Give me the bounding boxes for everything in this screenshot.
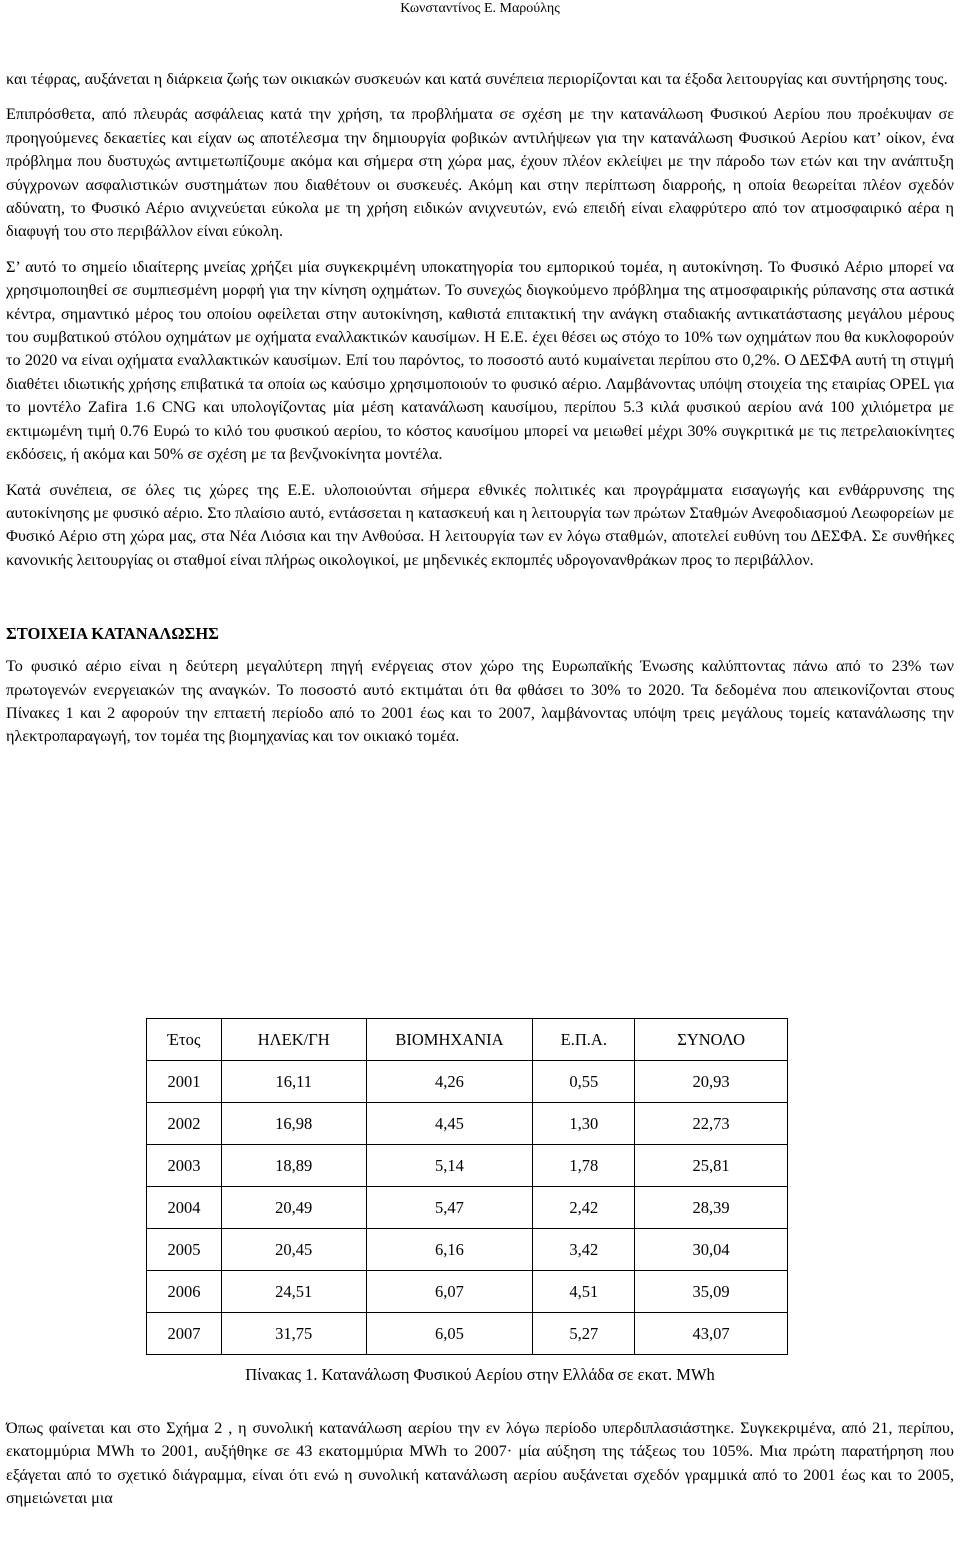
- table-caption: Πίνακας 1. Κατανάλωση Φυσικού Αερίου στην Ελλάδα σε εκατ. MWh: [245, 1365, 715, 1384]
- closing-section: [6, 1417, 954, 1511]
- cell-industry: 6,05: [366, 1313, 533, 1355]
- paragraph-1: και τέφρας, αυξάνεται η διάρκεια ζωής των οικιακών συσκευών και κατά συνέπεια περιορίζονται και τα έξοδα λειτουργίας και συντήρησης τους.: [6, 70, 948, 88]
- cell-year: 2003: [147, 1145, 222, 1187]
- table-row: [147, 1061, 788, 1103]
- closing-paragraph: Όπως φαίνεται και στο Σχήμα 2 , η συνολική κατανάλωση αερίου την εν λόγω περίοδο υπερδιπλασιάστηκε. Συγκεκριμένα, από 21, περίπου, εκατομμύρια MWh το 2001, αυξήθηκε σε 43 εκατομμύρια MWh το 2007· μία αύξηση της τάξεως του 105%. Μια πρώτη παρατήρηση που εξάγεται από το σχετικό διάγραμμα, είναι ότι ενώ η συνολική κατανάλωση αερίου αυξάνεται σχεδόν γραμμικά από το 2001 έως και το 2005, σημειώνεται μια: [6, 1419, 954, 1508]
- cell-industry: 5,14: [366, 1145, 533, 1187]
- cell-electricity: 18,89: [221, 1145, 366, 1187]
- cell-electricity: 16,98: [221, 1103, 366, 1145]
- cell-epa: 0,55: [533, 1061, 635, 1103]
- cell-total: 30,04: [635, 1229, 788, 1271]
- cell-total: 35,09: [635, 1271, 788, 1313]
- cell-epa: 1,78: [533, 1145, 635, 1187]
- cell-epa: 4,51: [533, 1271, 635, 1313]
- table-row: [147, 1313, 788, 1355]
- cell-electricity: 24,51: [221, 1271, 366, 1313]
- section-paragraph: Το φυσικό αέριο είναι η δεύτερη μεγαλύτερη πηγή ενέργειας στον χώρο της Ευρωπαϊκής Ένωσης καλύπτοντας πάνω από το 23% των πρωτογενών ενεργειακών της αναγκών. Το ποσοστό αυτό εκτιμάται ότι θα φθάσει το 30% το 2020. Τα δεδομένα που απεικονίζονται στους Πίνακες 1 και 2 αφορούν την επταετή περίοδο από το 2001 έως και το 2007, λαμβάνοντας υπόψη τρεις μεγάλους τομείς κατανάλωσης την ηλεκτροπαραγωγή, τον τομέα της βιομηχανίας και τον οικιακό τομέα.: [6, 657, 954, 746]
- header-year: Έτος: [147, 1019, 222, 1061]
- document-body: [6, 68, 954, 749]
- header-electricity: ΗΛΕΚ/ΓΗ: [221, 1019, 366, 1061]
- table-row: [147, 1229, 788, 1271]
- table-row: [147, 1145, 788, 1187]
- cell-industry: 6,16: [366, 1229, 533, 1271]
- cell-total: 28,39: [635, 1187, 788, 1229]
- cell-electricity: 16,11: [221, 1061, 366, 1103]
- table-header-row: [147, 1019, 788, 1061]
- header-total: ΣΥΝΟΛΟ: [635, 1019, 788, 1061]
- table-row: [147, 1187, 788, 1229]
- cell-electricity: 31,75: [221, 1313, 366, 1355]
- header-epa: Ε.Π.Α.: [533, 1019, 635, 1061]
- cell-industry: 4,45: [366, 1103, 533, 1145]
- cell-industry: 5,47: [366, 1187, 533, 1229]
- cell-industry: 4,26: [366, 1061, 533, 1103]
- cell-year: 2001: [147, 1061, 222, 1103]
- cell-year: 2005: [147, 1229, 222, 1271]
- cell-year: 2007: [147, 1313, 222, 1355]
- header-industry: ΒΙΟΜΗΧΑΝΙΑ: [366, 1019, 533, 1061]
- cell-electricity: 20,49: [221, 1187, 366, 1229]
- table-row: [147, 1103, 788, 1145]
- cell-total: 20,93: [635, 1061, 788, 1103]
- paragraph-2: Επιπρόσθετα, από πλευράς ασφάλειας κατά την χρήση, τα προβλήματα σε σχέση με την κατανάλωση Φυσικού Αερίου που προέκυψαν σε προηγούμενες δεκαετίες και είχαν ως αποτέλεσμα την δημιουργία φοβικών αντιλήψεων για την κατανάλωση Φυσικού Αερίου κατ’ οίκον, ένα πρόβλημα που δυστυχώς αντιμετωπίζουμε ακόμα και σήμερα στη χώρα μας, έχουν πλέον εκλείψει με την πάροδο των ετών και την ανάπτυξη σύγχρονων ασφαλιστικών συστημάτων που διαθέτουν οι συσκευές. Ακόμη και στην περίπτωση διαρροής, η οποία θεωρείται πλέον σχεδόν αδύνατη, το Φυσικό Αέριο ανιχνεύεται εύκολα με τη χρήση ειδικών ανιχνευτών, ενώ επειδή είναι ελαφρύτερο από τον ατμοσφαιρικό αέρα η διαφυγή του στο περιβάλλον είναι εύκολη.: [6, 105, 954, 241]
- consumption-table: [146, 1018, 788, 1355]
- cell-year: 2006: [147, 1271, 222, 1313]
- cell-epa: 2,42: [533, 1187, 635, 1229]
- table-row: [147, 1271, 788, 1313]
- page-header: Κωνσταντίνος Ε. Μαρούλης: [400, 1, 560, 16]
- cell-epa: 3,42: [533, 1229, 635, 1271]
- cell-industry: 6,07: [366, 1271, 533, 1313]
- cell-epa: 1,30: [533, 1103, 635, 1145]
- cell-total: 43,07: [635, 1313, 788, 1355]
- cell-electricity: 20,45: [221, 1229, 366, 1271]
- paragraph-3: Σ’ αυτό το σημείο ιδιαίτερης μνείας χρήζει μία συγκεκριμένη υποκατηγορία του εμπορικού τομέα, η αυτοκίνηση. Το Φυσικό Αέριο μπορεί να χρησιμοποιηθεί σε συμπιεσμένη μορφή για την κίνηση οχημάτων. Το συνεχώς διογκούμενο πρόβλημα της ατμοσφαιρικής ρύπανσης στα αστικά κέντρα, σημαντικό μέρος του οποίου οφείλεται στην αυτοκίνηση, καθιστά επιτακτική την ανάγκη σταδιακής αντικατάστασης μεγάλου μέρους του συμβατικού στόλου οχημάτων με οχήματα εναλλακτικών καυσίμων. Η Ε.Ε. έχει θέσει ως στόχο το 10% των οχημάτων που θα κυκλοφορούν το 2020 να είναι οχήματα εναλλακτικών καυσίμων. Επί του παρόντος, το ποσοστό αυτό κυμαίνεται περίπου στο 0,2%. Ο ΔΕΣΦΑ αυτή τη στιγμή διαθέτει ιδιωτικής χρήσης επιβατικά τα οποία ως καύσιμο χρησιμοποιούν το φυσικό αέριο. Λαμβάνοντας υπόψη στοιχεία της εταιρίας OPEL για το μοντέλο Zafira 1.6 CNG και υπολογίζοντας μία μέση κατανάλωση καυσίμου, περίπου 5.3 κιλά φυσικού αερίου ανά 100 χιλιόμετρα με εκτιμωμένη τιμή 0.76 Ευρώ το κιλό του φυσικού αερίου, το κόστος καυσίμου μπορεί να μειωθεί μέχρι 30% συγκριτικά με τις πετρελαιοκίνητες εκδόσεις, ή ακόμα και 50% σε σχέση με τα βενζινοκίνητα μοντέλα.: [6, 257, 954, 464]
- cell-total: 25,81: [635, 1145, 788, 1187]
- cell-year: 2004: [147, 1187, 222, 1229]
- cell-year: 2002: [147, 1103, 222, 1145]
- section-title: ΣΤΟΙΧΕΙΑ ΚΑΤΑΝΑΛΩΣΗΣ: [6, 624, 219, 644]
- cell-total: 22,73: [635, 1103, 788, 1145]
- cell-epa: 5,27: [533, 1313, 635, 1355]
- paragraph-4: Κατά συνέπεια, σε όλες τις χώρες της Ε.Ε. υλοποιούνται σήμερα εθνικές πολιτικές και προγράμματα εισαγωγής και ενθάρρυνσης της αυτοκίνησης με φυσικό αέριο. Στο πλαίσιο αυτό, εντάσσεται η κατασκευή και η λειτουργία των πρώτων Σταθμών Ανεφοδιασμού Λεωφορείων με Φυσικό Αέριο στη χώρα μας, στα Νέα Λιόσια και την Ανθούσα. Η λειτουργία των εν λόγω σταθμών, αποτελεί ευθύνη του ΔΕΣΦΑ. Σε συνθήκες κανονικής λειτουργίας οι σταθμοί είναι πλήρως οικολογικοί, με μηδενικές εκπομπές υδρογονανθράκων προς το περιβάλλον.: [6, 480, 954, 569]
